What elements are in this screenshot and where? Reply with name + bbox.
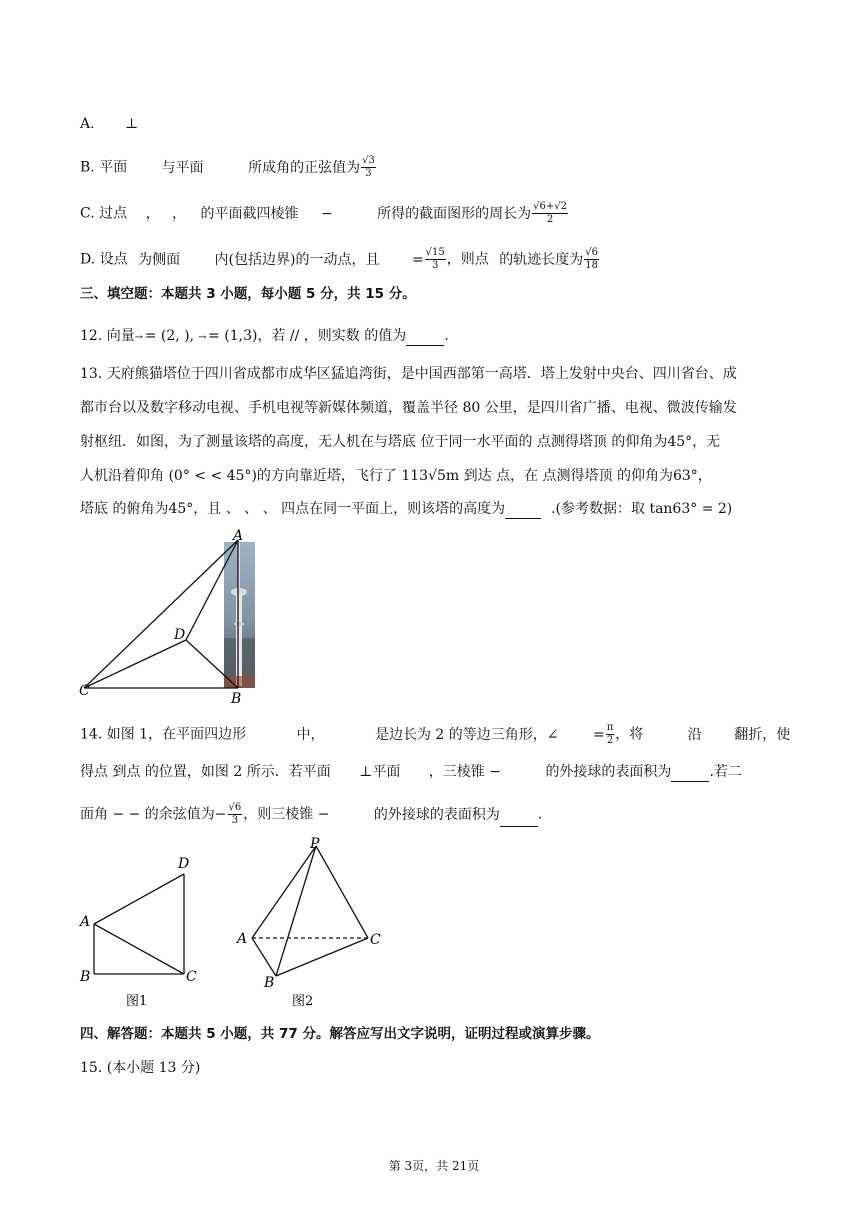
q12-end: . bbox=[444, 328, 449, 344]
q13-answer-blank bbox=[505, 504, 541, 519]
fig1-label-a: A bbox=[80, 914, 91, 930]
option-b-prefix: B. 平面 bbox=[80, 159, 128, 176]
q14-line3a: 面角 − − 的余弦值为− bbox=[80, 806, 227, 823]
tower-label-b: B bbox=[231, 691, 242, 707]
q14-line2 bbox=[80, 762, 742, 782]
fig1-caption: 图1 bbox=[126, 994, 148, 1009]
option-c-comma2: ， bbox=[172, 205, 187, 222]
q14-line3b: ，则三棱锥 − bbox=[243, 806, 330, 823]
option-d-mid2: 内(包括边界)的一动点，且 bbox=[214, 251, 380, 268]
question-15: 15. (本小题 13 分) bbox=[80, 1060, 201, 1076]
q14-line3d: . bbox=[537, 806, 543, 823]
q14-line3 bbox=[80, 802, 542, 827]
option-b-mid1: 与平面 bbox=[161, 159, 204, 176]
figure-1-lines bbox=[94, 874, 184, 974]
option-d-mid1: 为侧面 bbox=[138, 251, 181, 268]
q14-answer-blank-1 bbox=[671, 767, 709, 782]
figure-1 bbox=[76, 850, 216, 1012]
q14-cos-den: 3 bbox=[231, 815, 239, 826]
tower-figure bbox=[76, 528, 266, 708]
question-12 bbox=[80, 326, 449, 346]
fig1-label-c: C bbox=[186, 969, 197, 985]
option-c-mid: 的平面截四棱锥 bbox=[200, 205, 299, 222]
option-b-mid2: 所成角的正弦值为 bbox=[248, 159, 361, 176]
option-a-text: ⊥ bbox=[125, 116, 139, 132]
q14-line2c: ，三棱锥 − bbox=[428, 764, 501, 780]
option-d-fraction2 bbox=[584, 247, 599, 272]
q12-text2: = (2, ), bbox=[144, 328, 195, 344]
q14-line2e: .若二 bbox=[709, 764, 742, 780]
option-c-fraction bbox=[532, 201, 568, 226]
option-c bbox=[80, 201, 569, 226]
q14-cos-num: √6 bbox=[228, 802, 242, 813]
option-b-den: 3 bbox=[365, 168, 372, 179]
tower-label-c: C bbox=[79, 683, 90, 699]
q14-line2a: 得点 到点 的位置，如图 2 所示．若平面 bbox=[80, 764, 331, 780]
q14-answer-blank-2 bbox=[500, 812, 538, 827]
q13-line3: 射枢纽．如图，为了测量该塔的高度，无人机在与塔底 位于同一水平面的 点测得塔顶 的仰角为45°，无 bbox=[80, 434, 721, 450]
option-d-fraction1 bbox=[425, 247, 446, 272]
q14-pi-fraction bbox=[606, 722, 615, 747]
q12-text3: = (1,3)，若 // ，则实数 的值为 bbox=[208, 328, 407, 344]
option-c-den: 2 bbox=[546, 214, 554, 225]
fig2-label-p: P bbox=[310, 836, 320, 852]
option-d-prefix: D. 设点 bbox=[80, 251, 128, 268]
fig2-label-b: B bbox=[264, 975, 275, 991]
q14-line1 bbox=[80, 722, 790, 747]
q14-line1g: 翻折，使 bbox=[734, 726, 791, 743]
q14-line2d: 的外接球的表面积为 bbox=[545, 764, 672, 780]
option-b bbox=[80, 155, 377, 180]
q14-line1d: = bbox=[592, 726, 605, 743]
option-c-dash: − bbox=[320, 205, 333, 222]
q14-line1a: 14. 如图 1，在平面四边形 bbox=[80, 726, 247, 743]
fig1-label-d: D bbox=[178, 856, 190, 872]
option-a bbox=[80, 114, 138, 134]
fig2-label-c: C bbox=[370, 932, 381, 948]
option-c-comma1: ， bbox=[145, 205, 160, 222]
q12-answer-blank bbox=[406, 331, 444, 346]
q14-line1e: ，将 bbox=[615, 726, 644, 743]
option-d-eq: = bbox=[411, 251, 424, 268]
q14-cos-fraction bbox=[228, 802, 243, 827]
q13-line5a: 塔底 的俯角为45°，且 、 、 、 四点在同一平面上，则该塔的高度为 bbox=[80, 501, 506, 517]
option-b-fraction bbox=[361, 155, 376, 180]
page-footer: 第 3页，共 21页 bbox=[388, 1159, 480, 1173]
q13-line4: 人机沿着仰角 (0° < < 45°)的方向靠近塔，飞行了 113√5m 到达 点，在 点测得塔顶 的仰角为63°， bbox=[80, 468, 712, 484]
q14-line1c: 是边长为 2 的等边三角形，∠ bbox=[374, 726, 559, 743]
option-d-mid3: ，则点 bbox=[446, 251, 489, 268]
option-d-num1: √15 bbox=[425, 247, 445, 258]
option-b-num: √3 bbox=[362, 155, 375, 166]
option-d bbox=[80, 247, 600, 272]
option-c-suffix: 所得的截面图形的周长为 bbox=[377, 205, 532, 222]
q12-text1: 12. 向量 bbox=[80, 328, 135, 344]
tower-lines bbox=[84, 540, 238, 688]
q13-line5 bbox=[80, 499, 732, 519]
q14-line2b: ⊥平面 bbox=[359, 764, 401, 780]
option-d-den1: 3 bbox=[432, 260, 439, 271]
fig2-caption: 图2 bbox=[292, 994, 314, 1009]
q13-line5b: .(参考数据：取 tan63° = 2) bbox=[551, 501, 733, 517]
q13-line2: 都市台以及数字移动电视、手机电视等新媒体频道，覆盖半径 80 公里，是四川省广播、电视、微波传输发 bbox=[80, 400, 737, 416]
option-d-num2: √6 bbox=[585, 247, 598, 258]
q14-pi-den: 2 bbox=[606, 735, 614, 746]
figure-2 bbox=[234, 834, 394, 1012]
q14-line3c: 的外接球的表面积为 bbox=[373, 806, 500, 823]
tower-label-a: A bbox=[233, 528, 244, 544]
q14-line1b: 中， bbox=[296, 726, 325, 743]
q13-line1: 13. 天府熊猫塔位于四川省成都市成华区猛追湾街，是中国西部第一高塔．塔上发射中央台、四川省台、成 bbox=[80, 366, 737, 382]
fig1-label-b: B bbox=[80, 969, 91, 985]
fig2-label-a: A bbox=[237, 931, 248, 947]
q14-line1f: 沿 bbox=[687, 726, 702, 743]
option-c-num: √6+√2 bbox=[533, 201, 567, 212]
tower-photo bbox=[224, 542, 255, 688]
q14-pi-num: π bbox=[606, 722, 614, 733]
option-d-suffix: 的轨迹长度为 bbox=[499, 251, 584, 268]
section3-heading: 三、填空题：本题共 3 小题，每小题 5 分，共 15 分。 bbox=[80, 286, 416, 302]
option-c-prefix: C. 过点 bbox=[80, 205, 128, 222]
option-d-den2: 18 bbox=[585, 260, 598, 271]
tower-label-d: D bbox=[174, 627, 186, 643]
figure-2-lines bbox=[252, 846, 368, 976]
option-a-label: A. bbox=[80, 116, 95, 132]
section4-heading: 四、解答题：本题共 5 小题，共 77 分。解答应写出文字说明，证明过程或演算步骤。 bbox=[80, 1026, 600, 1042]
